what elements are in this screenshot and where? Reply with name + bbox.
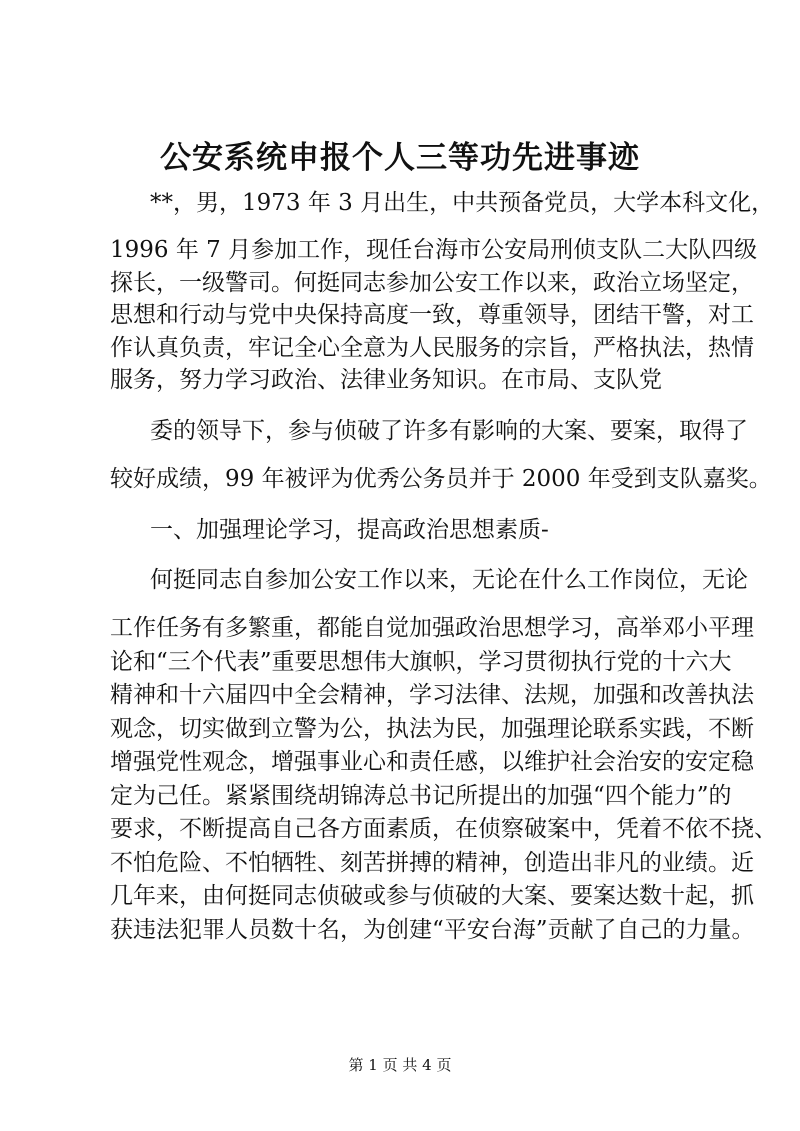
body-line: 思想和行动与党中央保持高度一致，尊重领导，团结干警，对工 [110,302,754,328]
body-line: 较好成绩，99 年被评为优秀公务员并于 2000 年受到支队嘉奖。 [110,466,772,492]
body-line: **，男，1973 年 3 月出生，中共预备党员，大学本科文化， [150,190,775,216]
body-line: 不怕危险、不怕牺牲、刻苦拼搏的精神，创造出非凡的业绩。近 [110,850,754,876]
document-title: 公安系统申报个人三等功先进事迹 [160,140,640,176]
body-line: 获违法犯罪人员数十名，为创建“平安台海”贡献了自己的力量。 [110,917,755,943]
body-line: 探长，一级警司。何挺同志参加公安工作以来，政治立场坚定， [110,270,754,296]
body-line: 精神和十六届四中全会精神，学习法律、法规，加强和改善执法 [110,682,754,708]
body-line: 工作任务有多繁重，都能自觉加强政治思想学习，高举邓小平理 [110,615,754,641]
body-line: 作认真负责，牢记全心全意为人民服务的宗旨，严格执法，热情 [110,335,754,361]
body-line: 几年来，由何挺同志侦破或参与侦破的大案、要案达数十起，抓 [110,883,754,909]
body-line: 服务，努力学习政治、法律业务知识。在市局、支队党 [110,367,662,393]
page-number-footer: 第 1 页 共 4 页 [348,1056,452,1074]
body-line: 论和“三个代表”重要思想伟大旗帜，学习贯彻执行党的十六大 [110,649,732,675]
body-line: 增强党性观念，增强事业心和责任感，以维护社会治安的安定稳 [110,749,754,775]
body-line: 委的领导下，参与侦破了许多有影响的大案、要案，取得了 [150,418,748,444]
section-heading: 一、加强理论学习，提高政治思想素质- [150,517,549,543]
body-line: 观念，切实做到立警为公，执法为民，加强理论联系实践，不断 [110,716,754,742]
body-line: 定为己任。紧紧围绕胡锦涛总书记所提出的加强“四个能力”的 [110,783,732,809]
body-line: 1996 年 7 月参加工作，现任台海市公安局刑侦支队二大队四级 [110,237,758,263]
body-line: 要求，不断提高自己各方面素质，在侦察破案中，凭着不依不挠、 [110,816,777,842]
body-line: 何挺同志自参加公安工作以来，无论在什么工作岗位，无论 [150,567,748,593]
